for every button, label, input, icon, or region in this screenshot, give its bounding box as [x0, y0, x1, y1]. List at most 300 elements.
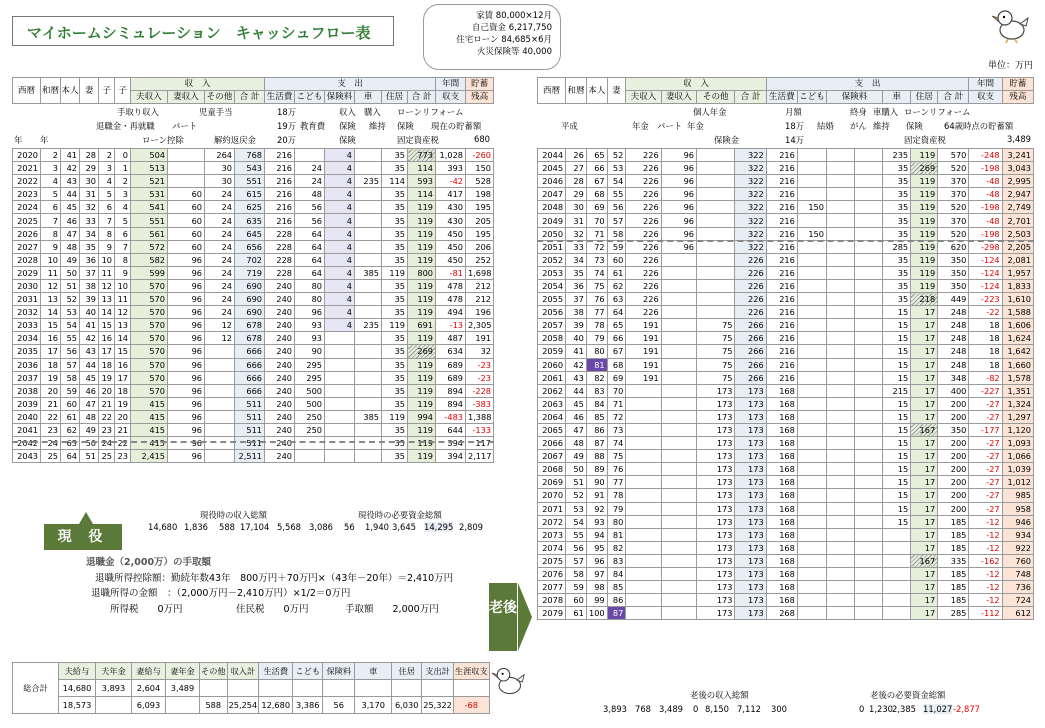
table-cell: 57: [566, 554, 587, 567]
table-cell: 2035: [13, 345, 41, 358]
table-cell: 12: [41, 279, 61, 292]
table-cell: [826, 201, 854, 214]
table-cell: 67: [607, 345, 626, 358]
table-cell: 1,660: [1002, 358, 1033, 371]
table-cell: 20: [99, 384, 115, 397]
table-cell: 173: [735, 594, 766, 607]
table-cell: 240: [265, 423, 295, 436]
table-cell: [883, 607, 911, 620]
table-row: [13, 423, 494, 436]
table-cell: 18: [99, 358, 115, 371]
table-cell: [697, 214, 735, 227]
table-cell: [826, 345, 854, 358]
table-cell: 200: [938, 489, 969, 502]
table-row: [13, 253, 494, 266]
table-cell: 168: [766, 594, 797, 607]
table-cell: 65: [586, 149, 607, 162]
note: ローン控除: [142, 135, 184, 145]
table-cell: 216: [766, 293, 797, 306]
table-cell: 35: [382, 358, 408, 371]
table-cell: 96: [661, 175, 696, 188]
table-cell: [168, 149, 205, 162]
table-cell: 96: [586, 554, 607, 567]
table-row: [538, 607, 1034, 620]
table-cell: 17: [911, 345, 938, 358]
table-cell: 625: [235, 201, 265, 214]
note: パート: [657, 121, 683, 131]
table-cell: 119: [911, 201, 938, 214]
table-cell: 240: [265, 397, 295, 410]
table-cell: 370: [938, 214, 969, 227]
table-cell: 0: [115, 149, 131, 162]
table-cell: 54: [607, 175, 626, 188]
note: 年金: [687, 121, 704, 131]
table-cell: 8: [99, 227, 115, 240]
table-cell: 96: [168, 450, 205, 463]
note: 64歳時点の貯蓄額: [944, 121, 1014, 131]
table-cell: 985: [1002, 489, 1033, 502]
table-cell: 2041: [13, 423, 41, 436]
table-cell: 17: [911, 502, 938, 515]
table-cell: 4: [325, 279, 355, 292]
table-cell: 43: [80, 345, 99, 358]
table-cell: 96: [168, 410, 205, 423]
bubble-line: 家賃 80,000×12月: [476, 11, 552, 21]
sum-val: 3,489: [659, 704, 683, 714]
col-head: 合 計: [735, 91, 766, 104]
table-cell: 370: [938, 188, 969, 201]
table-cell: [323, 680, 355, 697]
table-cell: 226: [626, 293, 661, 306]
table-cell: 511: [235, 397, 265, 410]
table-cell: 76: [586, 293, 607, 306]
table-cell: 23: [99, 423, 115, 436]
table-cell: 28: [566, 175, 587, 188]
table-cell: -124: [969, 266, 1002, 279]
table-cell: 570: [131, 332, 168, 345]
table-cell: [355, 227, 382, 240]
note: 19万: [277, 121, 297, 131]
table-cell: [797, 306, 826, 319]
table-cell: [797, 175, 826, 188]
table-cell: 119: [382, 319, 408, 332]
table-cell: 17: [911, 306, 938, 319]
table-cell: 531: [131, 188, 168, 201]
table-cell: 487: [436, 332, 466, 345]
table-cell: 570: [131, 279, 168, 292]
table-cell: [855, 410, 883, 423]
table-row: [538, 358, 1034, 371]
table-cell: 216: [766, 345, 797, 358]
table-cell: 2,511: [235, 450, 265, 463]
table-cell: 350: [938, 253, 969, 266]
table-cell: -198: [969, 201, 1002, 214]
table-cell: 690: [235, 306, 265, 319]
table-cell: 173: [697, 384, 735, 397]
table-cell: 64: [61, 450, 80, 463]
table-cell: [797, 541, 826, 554]
table-cell: 4: [325, 175, 355, 188]
table-cell: 15: [115, 345, 131, 358]
table-cell: 51: [61, 279, 80, 292]
table-cell: 634: [436, 345, 466, 358]
table-cell: 322: [735, 175, 766, 188]
table-cell: 11: [115, 293, 131, 306]
note: 現在の貯蓄額: [431, 121, 482, 131]
table-cell: [855, 489, 883, 502]
sum-val: 588: [219, 522, 235, 532]
bird-mascot-icon: [990, 6, 1030, 44]
table-cell: 15: [883, 306, 911, 319]
note: 車購入: [873, 107, 899, 117]
table-cell: 2071: [538, 502, 566, 515]
table-cell: 2077: [538, 581, 566, 594]
table-cell: 72: [607, 410, 626, 423]
table-cell: [797, 607, 826, 620]
table-cell: 248: [938, 358, 969, 371]
table-cell: 691: [408, 319, 436, 332]
table-row: [538, 345, 1034, 358]
table-cell: 34: [80, 227, 99, 240]
table-cell: 24: [205, 214, 235, 227]
col-head: 西暦: [538, 78, 566, 104]
table-cell: [626, 515, 661, 528]
table-cell: -48: [969, 214, 1002, 227]
table-cell: [205, 384, 235, 397]
income-head: 収 入: [626, 78, 766, 91]
table-cell: 4: [325, 253, 355, 266]
table-row: [13, 437, 494, 450]
table-cell: 1,028: [436, 149, 466, 162]
table-cell: 520: [938, 201, 969, 214]
table-cell: [797, 214, 826, 227]
table-cell: 666: [235, 358, 265, 371]
table-cell: [826, 397, 854, 410]
table-cell: 24: [295, 162, 325, 175]
table-cell: [855, 188, 883, 201]
table-cell: 216: [766, 149, 797, 162]
table-cell: [697, 253, 735, 266]
table-cell: 25,254: [227, 697, 259, 714]
table-cell: [697, 240, 735, 253]
table-cell: [168, 162, 205, 175]
table-cell: 2046: [538, 175, 566, 188]
note: 18万: [277, 107, 297, 117]
table-cell: 94: [586, 528, 607, 541]
table-cell: 173: [735, 476, 766, 489]
table-cell: 117: [466, 437, 494, 450]
table-cell: 1,012: [1002, 476, 1033, 489]
table-cell: 1,698: [466, 266, 494, 279]
note: 固定資産税: [904, 135, 946, 145]
table-cell: -260: [466, 149, 494, 162]
table-cell: -12: [969, 541, 1002, 554]
sum-val: 14,295: [424, 522, 454, 532]
table-cell: 21: [99, 397, 115, 410]
table-cell: 119: [911, 240, 938, 253]
unit-label: 単位：万円: [987, 61, 1033, 71]
table-cell: [883, 554, 911, 567]
table-cell: 119: [408, 201, 436, 214]
table-cell: 114: [382, 175, 408, 188]
table-cell: 33: [80, 214, 99, 227]
table-cell: 96: [168, 437, 205, 450]
table-cell: 200: [938, 397, 969, 410]
table-cell: [661, 541, 696, 554]
table-cell: 91: [586, 489, 607, 502]
table-cell: 2036: [13, 358, 41, 371]
table-cell: [826, 306, 854, 319]
table-cell: 520: [938, 162, 969, 175]
table-row: [13, 410, 494, 423]
table-cell: 14: [99, 306, 115, 319]
table-cell: 2,503: [1002, 227, 1033, 240]
table-cell: 24: [205, 279, 235, 292]
table-cell: [855, 332, 883, 345]
table-cell: 252: [466, 253, 494, 266]
table-cell: 119: [408, 227, 436, 240]
table-cell: 119: [911, 149, 938, 162]
table-cell: 216: [766, 201, 797, 214]
sum-val: 768: [635, 704, 651, 714]
table-cell: 894: [436, 384, 466, 397]
table-cell: [855, 240, 883, 253]
table-cell: [797, 253, 826, 266]
table-row: [13, 266, 494, 279]
table-cell: 22: [99, 410, 115, 423]
table-cell: 240: [265, 410, 295, 423]
table-cell: 450: [436, 227, 466, 240]
table-cell: [797, 240, 826, 253]
table-cell: 57: [607, 214, 626, 227]
table-cell: 645: [235, 227, 265, 240]
table-cell: 59: [61, 384, 80, 397]
table-cell: [797, 358, 826, 371]
table-cell: 1,624: [1002, 332, 1033, 345]
col-head: こども: [799, 92, 825, 103]
table-cell: 62: [61, 423, 80, 436]
table-cell: 266: [735, 332, 766, 345]
table-cell: [826, 319, 854, 332]
table-cell: 96: [168, 345, 205, 358]
table-cell: 66: [607, 332, 626, 345]
table-cell: 119: [408, 214, 436, 227]
table-cell: [797, 371, 826, 384]
table-cell: 16: [99, 332, 115, 345]
table-cell: 200: [938, 437, 969, 450]
table-cell: 666: [235, 345, 265, 358]
table-cell: [855, 476, 883, 489]
table-cell: 2069: [538, 476, 566, 489]
table-cell: 119: [911, 227, 938, 240]
table-cell: 119: [911, 188, 938, 201]
cashflow-rows-retired: [537, 148, 1034, 620]
table-cell: 119: [408, 397, 436, 410]
table-cell: 97: [586, 568, 607, 581]
table-cell: 561: [131, 227, 168, 240]
table-cell: 4: [325, 201, 355, 214]
table-cell: 39: [80, 293, 99, 306]
table-cell: 12: [99, 279, 115, 292]
table-cell: [797, 266, 826, 279]
table-cell: [826, 423, 854, 436]
table-cell: 689: [436, 371, 466, 384]
table-cell: 1,120: [1002, 423, 1033, 436]
table-cell: 266: [735, 371, 766, 384]
table-cell: 63: [607, 293, 626, 306]
table-cell: 72: [586, 240, 607, 253]
table-cell: 2,205: [1002, 240, 1033, 253]
table-cell: 478: [436, 279, 466, 292]
table-cell: 690: [235, 293, 265, 306]
table-cell: 10: [41, 253, 61, 266]
table-cell: 748: [1002, 568, 1033, 581]
table-cell: -27: [969, 437, 1002, 450]
table-row: [13, 371, 494, 384]
cashflow-table-retired: [537, 77, 1034, 104]
table-cell: 83: [586, 384, 607, 397]
retirement-line-1: 退職所得控除額：勤続年数43年 800万円＋70万円×（43年－20年）＝2,410万円: [95, 573, 454, 584]
table-cell: [826, 437, 854, 450]
table-cell: 37: [566, 293, 587, 306]
table-cell: 2045: [538, 162, 566, 175]
table-cell: 119: [408, 293, 436, 306]
table-cell: 30: [566, 201, 587, 214]
table-cell: -27: [969, 463, 1002, 476]
table-cell: [626, 541, 661, 554]
note: 退職金・再就職: [96, 121, 155, 131]
col-head: 夫収入: [626, 91, 661, 104]
table-cell: 173: [735, 528, 766, 541]
table-cell: 2043: [13, 450, 41, 463]
table-cell: 96: [661, 149, 696, 162]
table-cell: 56: [295, 214, 325, 227]
table-cell: [883, 568, 911, 581]
table-cell: 75: [697, 371, 735, 384]
table-cell: 6: [99, 201, 115, 214]
table-cell: 57: [61, 358, 80, 371]
table-cell: 150: [797, 201, 826, 214]
table-cell: [168, 175, 205, 188]
table-cell: 570: [131, 306, 168, 319]
table-cell: 77: [607, 476, 626, 489]
table-cell: 6: [115, 227, 131, 240]
table-cell: 240: [265, 358, 295, 371]
table-row: [13, 240, 494, 253]
table-cell: [826, 450, 854, 463]
table-cell: 196: [466, 306, 494, 319]
table-cell: -22: [969, 306, 1002, 319]
table-cell: 2060: [538, 358, 566, 371]
table-cell: 96: [168, 279, 205, 292]
table-cell: 15: [883, 397, 911, 410]
table-cell: 収入計: [227, 663, 259, 680]
note: 教育費: [300, 121, 326, 131]
table-cell: 570: [131, 358, 168, 371]
table-cell: 96: [168, 266, 205, 279]
table-cell: 64: [295, 253, 325, 266]
table-cell: [797, 502, 826, 515]
table-cell: 2047: [538, 188, 566, 201]
table-cell: 2024: [13, 201, 41, 214]
table-cell: 216: [766, 319, 797, 332]
table-cell: [855, 568, 883, 581]
table-cell: 173: [735, 437, 766, 450]
table-cell: 96: [168, 397, 205, 410]
table-cell: 100: [586, 607, 607, 620]
table-cell: 56: [61, 345, 80, 358]
table-cell: [626, 607, 661, 620]
table-cell: [626, 476, 661, 489]
table-cell: 4: [325, 319, 355, 332]
table-cell: 198: [466, 188, 494, 201]
table-cell: 200: [938, 410, 969, 423]
expense-head: 支 出: [265, 78, 436, 91]
table-cell: 75: [586, 279, 607, 292]
table-cell: 248: [938, 319, 969, 332]
left-sum-label: 現役時の必要資金総額: [358, 510, 442, 520]
table-cell: 2,415: [131, 450, 168, 463]
table-cell: 2063: [538, 397, 566, 410]
table-cell: -162: [969, 554, 1002, 567]
table-cell: 2076: [538, 568, 566, 581]
table-cell: 2057: [538, 319, 566, 332]
table-cell: 48: [80, 410, 99, 423]
note: 終身: [850, 107, 867, 117]
col-head: 保険料: [325, 91, 355, 104]
table-cell: [661, 437, 696, 450]
table-cell: [855, 214, 883, 227]
table-cell: 168: [766, 437, 797, 450]
table-cell: [325, 437, 355, 450]
table-cell: [355, 149, 382, 162]
table-cell: 妻給与: [132, 663, 166, 680]
table-cell: 35: [883, 175, 911, 188]
table-cell: 35: [382, 423, 408, 436]
table-cell: 45: [61, 201, 80, 214]
table-cell: 269: [911, 162, 938, 175]
table-cell: [295, 437, 325, 450]
table-cell: 24: [41, 437, 61, 450]
table-cell: [826, 358, 854, 371]
sum-val: 0: [859, 704, 865, 714]
table-cell: 994: [408, 410, 436, 423]
table-cell: -82: [969, 371, 1002, 384]
table-cell: 12: [115, 306, 131, 319]
col-head: 妻: [80, 78, 99, 104]
table-cell: 81: [586, 358, 607, 371]
table-row: [538, 332, 1034, 345]
table-row: [13, 188, 494, 201]
table-cell: 248: [938, 332, 969, 345]
table-cell: 96: [168, 253, 205, 266]
table-cell: 4: [325, 149, 355, 162]
table-cell: [355, 306, 382, 319]
table-cell: 18: [969, 319, 1002, 332]
table-cell: [205, 450, 235, 463]
table-cell: 226: [735, 293, 766, 306]
table-cell: 車: [355, 663, 392, 680]
table-cell: [855, 607, 883, 620]
table-cell: 2062: [538, 384, 566, 397]
table-cell: 2029: [13, 266, 41, 279]
table-cell: 168: [766, 397, 797, 410]
table-cell: 119: [408, 450, 436, 463]
table-cell: 47: [566, 423, 587, 436]
sum-val: 1,230: [869, 704, 893, 714]
table-cell: 96: [661, 240, 696, 253]
table-cell: [826, 607, 854, 620]
